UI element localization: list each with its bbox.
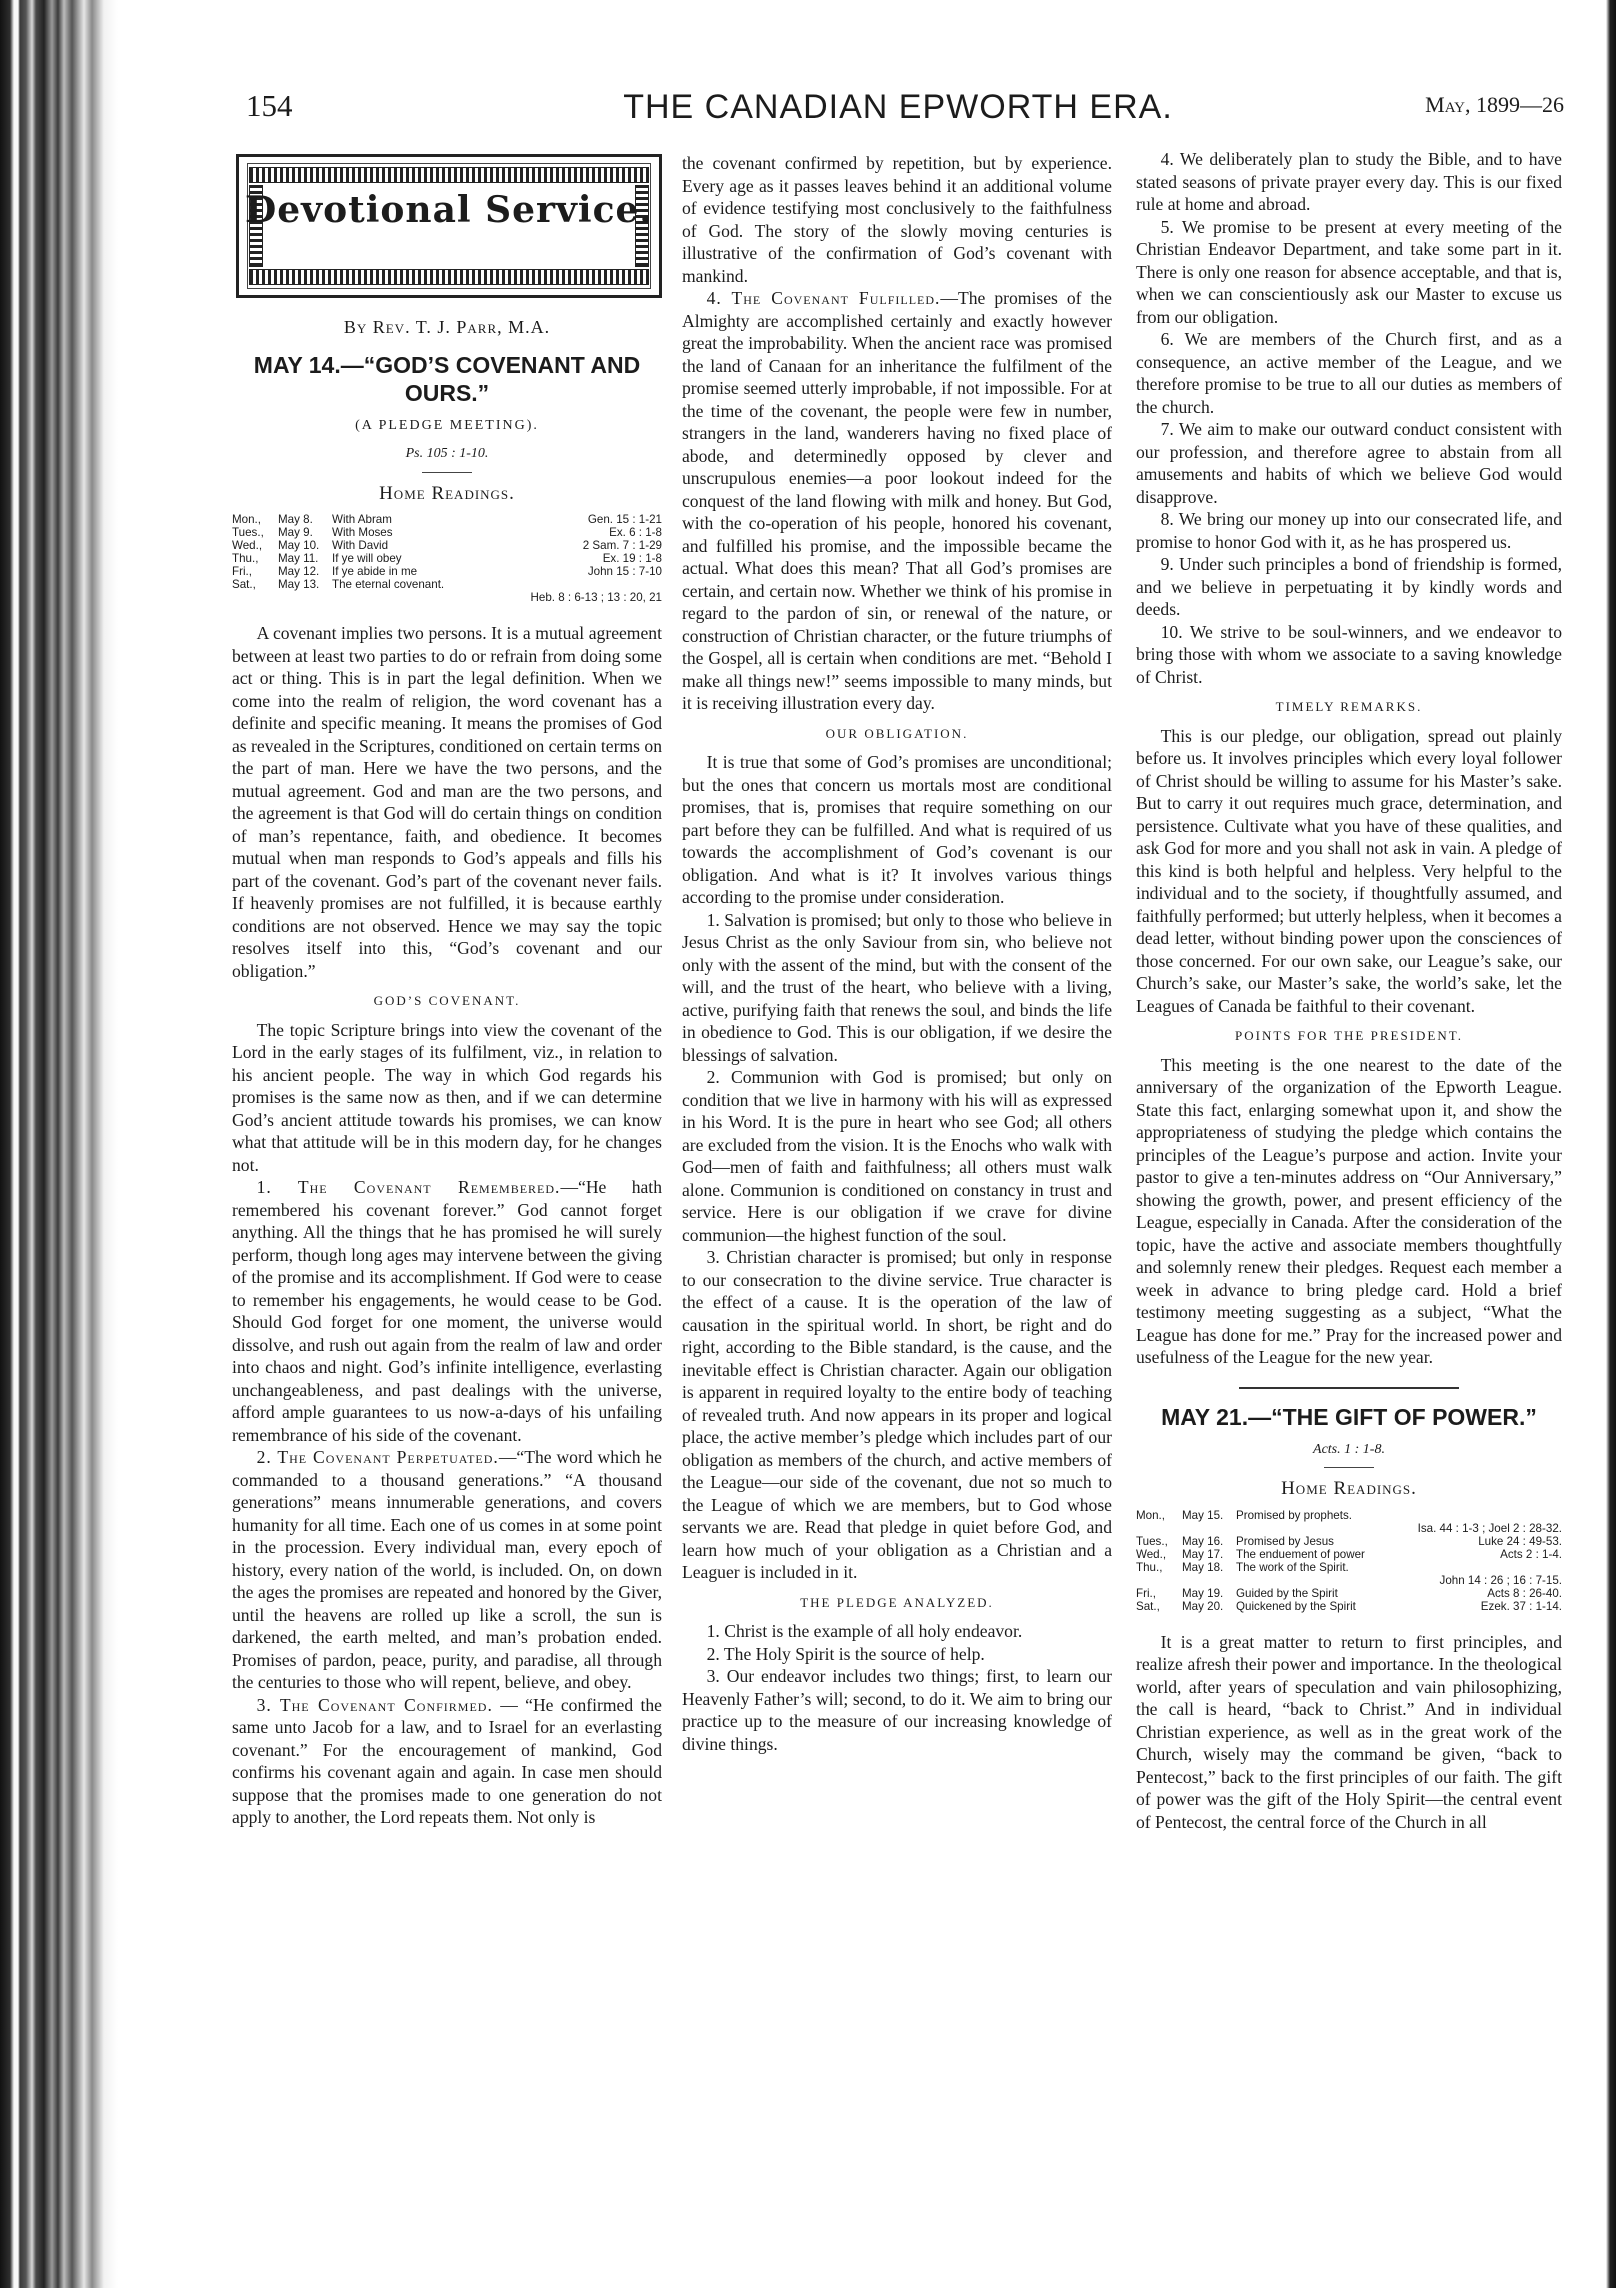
topic-scripture: Ps. 105 : 1-10. [405, 446, 489, 461]
paragraph: 9. Under such principles a bond of friendship is formed, and we believe in perpetuating it by kindly words and deeds. [1136, 554, 1562, 619]
divider [422, 472, 472, 473]
paragraph: A covenant implies two persons. It is a mutual agreement between at least two parties to do or refrain from doing some act or thing. This is in part the legal definition. When we come into the realm of religion, the word covenant has a definite and specific meaning. It means the promises of God as revealed in the Scriptures, conditioned on certain terms on the part of man. Here we have the two persons, and the mutual agreement. God and man are the two persons, and the agreement is that God will do certain things on condition of man’s repentance, faith, and obedience. It becomes mutual when man responds to God’s appeals and fills his part of the covenant. God’s part of the covenant never fails. If heavenly promises are not fulfilled, it is because earthly conditions are not observed. Hence we may say the topic resolves itself into this, “God’s covenant and our obligation.” [232, 623, 662, 981]
column-2 [682, 152, 1112, 1755]
ornament-border-top [249, 167, 649, 183]
reading-row: Mon., May 8. With Abram Gen. 15 : 1-21 [232, 513, 662, 526]
reading-row: Mon., May 15. Promised by prophets. [1136, 1508, 1352, 1522]
reading-row: Sat., May 20. Quickened by the Spirit Ezek. 37 : 1-14. [1136, 1599, 1562, 1613]
divider [1239, 1387, 1459, 1389]
paragraph: 1. The Covenant Remembered.—“He hath remembered his covenant forever.” God cannot forget anything. All the things that he has promised he will surely perform, though long ages may intervene between the giving of the promise and its accomplishment. If God were to cease to remember his engagements, he would cease to be God. Should God forget for one moment, the universe would dissolve, and rush out again from the realm of law and order into chaos and night. God’s infinite intelligence, everlasting unchangeableness, and past dealings with the universe, afford ample guarantees to us now-a-days of his unfailing remembrance of his side of the covenant. [232, 1177, 662, 1445]
reading-row: Heb. 8 : 6-13 ; 13 : 20, 21 [530, 591, 662, 604]
reading-row: John 14 : 26 ; 16 : 7-15. [1439, 1573, 1562, 1587]
reading-row: Isa. 44 : 1-3 ; Joel 2 : 28-32. [1417, 1521, 1562, 1535]
running-header [232, 88, 1564, 128]
subsection-heading: OUR OBLIGATION. [825, 725, 969, 741]
topic-heading-may-21: MAY 21.—“THE GIFT OF POWER.” [1161, 1403, 1537, 1430]
home-readings-heading: Home Readings. [379, 482, 515, 504]
paragraph: 8. We bring our money up into our consecrated life, and promise to honor God with it, as he has prospered us. [1136, 509, 1562, 552]
paragraph: 2. The Holy Spirit is the source of help. [706, 1643, 985, 1664]
reading-row: Tues., May 16. Promised by Jesus Luke 24 : 49-53. [1136, 1534, 1562, 1548]
paragraph: 4. The Covenant Fulfilled.—The promises of the Almighty are accomplished certainly and exactly however great the improbability. When the ancient race was promised the land of Canaan for an inheritance the fulfilment of the promise seemed utterly improbable, if not impossible. For at the time of the covenant, the people were few in number, strangers in the land, wanderers having no fixed place of abode, and determinedly opposed by clever and unscrupulous enemies—a poor lookout indeed for the conquest of the land flowing with milk and honey. But God, with the co-operation of his people, honored his covenant, and fulfilled his promise, and the impossible became the actual. What does this mean? That all God’s promises are certain, and certain now. Whether we think of his promise in regard to the pardon of sin, or renewal of the nature, or construction of Christian character, or the future triumphs of the Gospel, all is certain when conditions are met. “Behold I make all things new!” seems impossible to many minds, but it is receiving illustration every day. [682, 288, 1112, 713]
home-readings-table [1136, 1509, 1562, 1613]
issue-date: May, 1899—26 [1425, 92, 1564, 117]
subsection-heading: THE PLEDGE ANALYZED. [800, 1594, 994, 1610]
reading-row: Fri., May 19. Guided by the Spirit Acts 8 : 26-40. [1136, 1586, 1562, 1600]
section-title-frame [236, 154, 662, 298]
column-1 [232, 154, 662, 1829]
topic-heading-may-14: MAY 14.—“GOD’S COVENANT AND OURS.” [253, 351, 641, 406]
paragraph: It is a great matter to return to first principles, and realize afresh their power and importance. In the theological world, after years of speculation and vain philosophizing, the call is heard, “back to Christ.” And in individual Christian experience, as well as in the great work of the Church, wisely may the command be given, “back to Pentecost,” back to the first principles of our faith. The gift of power was the gift of the Holy Spirit—the central event of Pentecost, the central force of the Church in all [1136, 1631, 1562, 1832]
divider [1324, 1467, 1374, 1468]
paragraph: the covenant confirmed by repetition, but by experience. Every age as it passes leaves behind it an additional volume of evidence testifying most conclusively to the faithfulness of God. The story of the slowly moving centuries is illustrative of the confirmation of God’s covenant with mankind. [682, 153, 1112, 286]
paragraph: 7. We aim to make our outward conduct consistent with our profession, and therefore agree to abstain from all amusements and habits of which we believe God would disapprove. [1136, 419, 1562, 507]
magazine-page [232, 88, 1564, 2264]
reading-row: Sat., May 13. The eternal covenant. [232, 578, 445, 591]
paragraph: 6. We are members of the Church first, and as a consequence, an active member of the League, and we therefore promise to be true to all our duties as members of the church. [1136, 329, 1562, 417]
home-readings-table [232, 513, 662, 604]
subsection-heading: GOD’S COVENANT. [373, 993, 521, 1008]
paragraph: It is true that some of God’s promises are unconditional; but the ones that concern us mortals most are conditional promises, that is, promises that require something on our part before they can be fulfilled. And what is required of us towards the accomplishment of God’s covenant is our obligation. And what is it? It involves various things according to the promise under consideration. [682, 752, 1112, 907]
reading-row: Thu., May 18. The work of the Spirit. [1136, 1560, 1349, 1574]
paragraph: 4. We deliberately plan to study the Bible, and to have stated seasons of private prayer every day. This is our fixed rule at home and abroad. [1136, 149, 1562, 214]
paragraph: 2. The Covenant Perpetuated.—“The word which he commanded to a thousand generations.” “A thousand generations” means innumerable generations, and covers humanity for all time. Each one of us comes in at some point in the procession. Every individual man, every epoch of history, every nation of the world, is included. On, on down the ages the promises are repeated and honored by the Giver, until the heavens are rolled up like a scroll, the sun is darkened, the earth melted, and man’s probation ended. Promises of pardon, peace, purity, and paradise, all through the centuries to those who will repent, believe, and obey. [232, 1447, 662, 1692]
reading-row: Fri., May 12. If ye abide in me John 15 : 7-10 [232, 565, 662, 578]
column-3 [1136, 148, 1562, 1833]
topic-subtitle: (A PLEDGE MEETING). [355, 417, 539, 433]
paragraph: 10. We strive to be soul-winners, and we endeavor to bring those with whom we associate to a saving knowledge of Christ. [1136, 621, 1562, 687]
paragraph: 3. The Covenant Confirmed. — “He confirmed the same unto Jacob for a law, and to Israel for an everlasting covenant.” For the encouragement of mankind, God confirms his covenant again and again. In case men should suppose that the promises made to one generation do not apply to another, the Lord repeats them. Not only is [232, 1694, 662, 1827]
paragraph: 3. Christian character is promised; but only in response to our consecration to the divine service. True character is the effect of a cause. It is the operation of the law of causation in the spiritual world. In short, be right and do right, according to the Bible standard, is the cause, and the inevitable effect is Christian character. Again our obligation is apparent in required loyalty to the entire body of teaching of revealed truth. And now appears in its proper and logical place, the active member’s pledge which includes part of our obligation as members of the church, and active members of the League—our side of the covenant, due not so much to the League of which we are members, but to God whose servants we are. Read that pledge in quiet before God, and learn how much of your obligation as a Christian and a Leaguer is included in it. [682, 1247, 1112, 1582]
ornament-border-bottom [249, 269, 649, 285]
page-binding-edge [0, 0, 118, 2288]
subsection-heading: POINTS FOR THE PRESIDENT. [1235, 1028, 1463, 1043]
paragraph: This meeting is the one nearest to the date of the anniversary of the organization of the Epworth League. State this fact, enlarging somewhat upon it, and show the appropriateness of studying the pledge which contains the principles of the League’s purpose and action. Invite your pastor to give a ten-minutes address on “Our Anniversary,” showing the growth, power, and present efficiency of the League, especially in Canada. After the consideration of the topic, have the active and associate members thoughtfully and solemnly renew their pledges. Request each member a week in advance to bring pledge card. Hold a brief testimony meeting suggesting as a subject, “What the League has done for me.” Pray for the increased power and usefulness of the League for the new year. [1136, 1054, 1562, 1367]
reading-row: Thu., May 11. If ye will obey Ex. 19 : 1-8 [232, 552, 662, 565]
journal-title: THE CANADIAN EPWORTH ERA. [623, 88, 1173, 126]
right-page-edge [1606, 0, 1616, 2288]
paragraph: The topic Scripture brings into view the covenant of the Lord in the early stages of its fulfilment, viz., in relation to his ancient people. The way in which God regards his promises is the same now as then, and if we can determine God’s ancient attitude towards his promises, we can know what that attitude will be in this modern day, for he changes not. [232, 1019, 662, 1175]
paragraph: 3. Our endeavor includes two things; first, to learn our Heavenly Father’s will; second, to do it. We aim to bring our practice up to the measure of our increasing knowledge of divine things. [682, 1666, 1112, 1754]
subsection-heading: TIMELY REMARKS. [1275, 699, 1423, 714]
paragraph: 5. We promise to be present at every meeting of the Christian Endeavor Department, and take some part in it. There is only one reason for absence acceptable, and that is, when we can conscientiously ask our Master to excuse us from our obligation. [1136, 216, 1562, 327]
home-readings-heading: Home Readings. [1281, 1478, 1417, 1499]
reading-row: Wed., May 17. The enduement of power Acts 2 : 1-4. [1136, 1547, 1562, 1561]
paragraph: This is our pledge, our obligation, spread out plainly before us. It involves principles which every loyal follower of Christ should be willing to assume for his Master’s sake. But to carry it out requires much grace, determination, and persistence. Cultivate what you have of these qualities, and ask God for more and you shall not ask in vain. A pledge of this kind is both helpful and helpless. Very helpful to the individual and to the society, if thoughtfully assumed, and faithfully performed; but utterly helpless, when it becomes a dead letter, without binding power upon the consciences of those concerned. For our own sake, our League’s sake, our Church’s sake, our Master’s sake, the world’s sake, let the Leagues of Canada be faithful to their covenant. [1136, 725, 1562, 1016]
paragraph: 1. Christ is the example of all holy endeavor. [706, 1621, 1023, 1641]
paragraph: 1. Salvation is promised; but only to those who believe in Jesus Christ as the only Saviour from sin, who believe not only with the assent of the mind, but with the consent of the will, and the trust of the heart, who believe with a living, active, purifying faith that renews the soul, and binds the life in obedience to God. This is our obligation, if we desire the blessings of salvation. [682, 909, 1112, 1065]
section-title: Devotional Service. [245, 189, 653, 231]
byline: By Rev. T. J. Parr, M.A. [343, 317, 551, 337]
paragraph: 2. Communion with God is promised; but only on condition that we live in harmony with his will as expressed in his Word. It is the pure in heart who see God; all others are excluded from the vision. It is the Enochs who walk with God—men of faith and faithfulness; all others must walk alone. Communion is conditioned on constancy in trust and service. Here is our obligation if we crave for divine communion—the highest function of the soul. [682, 1067, 1112, 1245]
reading-row: Tues., May 9. With Moses Ex. 6 : 1-8 [232, 526, 662, 539]
topic-scripture: Acts. 1 : 1-8. [1313, 1441, 1385, 1457]
reading-row: Wed., May 10. With David 2 Sam. 7 : 1-29 [232, 539, 662, 552]
page-number: 154 [246, 88, 293, 123]
